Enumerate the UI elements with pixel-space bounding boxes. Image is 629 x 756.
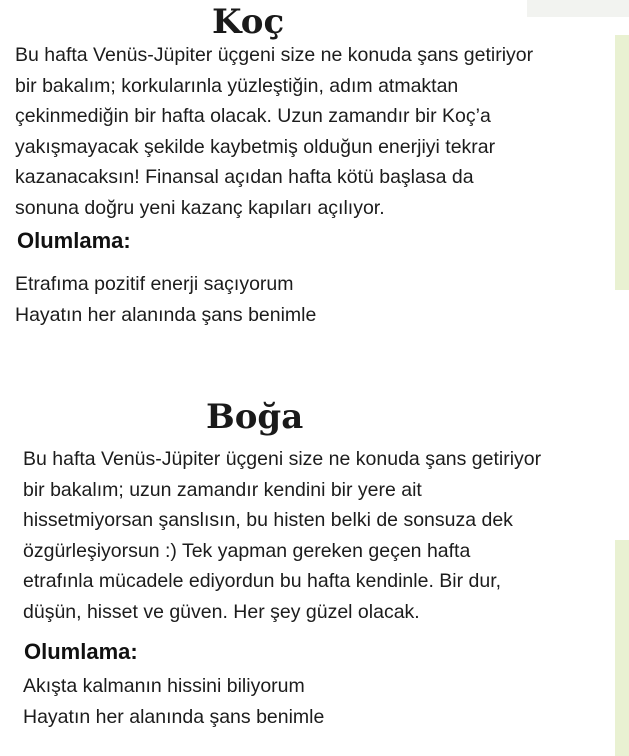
paragraph-line: kazanacaksın! Finansal açıdan hafta kötü başlasa da <box>15 166 474 189</box>
paragraph-line: Bu hafta Venüs-Jüpiter üçgeni size ne konuda şans getiriyor <box>15 44 534 66</box>
paragraph-line: bir bakalım; korkularınla yüzleştiğin, adım atmaktan <box>15 74 459 97</box>
affirmation-item: Hayatın her alanında şans benimle <box>15 304 317 326</box>
horoscope-paragraph <box>23 444 541 628</box>
affirmation-list <box>23 671 324 733</box>
affirmation-item: Hayatın her alanında şans benimle <box>23 706 325 728</box>
paragraph-line: sonuna doğru yeni kazanç kapıları açılıyor. <box>15 196 385 219</box>
paragraph-line: etrafınla mücadele ediyordun bu hafta kendinle. Bir dur, <box>23 570 502 593</box>
affirmation-list <box>15 269 316 331</box>
paragraph-line: yakışmayacak şekilde kaybetmiş olduğun enerjiyi tekrar <box>15 135 496 158</box>
affirmation-heading: Olumlama: <box>24 639 138 664</box>
right-accent-strip <box>615 540 629 756</box>
sign-title: Boğa <box>206 397 304 437</box>
affirmation-item: Etrafıma pozitif enerji saçıyorum <box>15 273 294 295</box>
horoscope-paragraph <box>15 40 533 224</box>
right-accent-strip <box>615 35 629 290</box>
corner-tab <box>527 0 629 17</box>
paragraph-line: hissetmiyorsan şanslısın, bu histen belki de sonsuza dek <box>23 509 513 532</box>
paragraph-line: düşün, hisset ve güven. Her şey güzel olacak. <box>23 600 420 623</box>
paragraph-line: Bu hafta Venüs-Jüpiter üçgeni size ne konuda şans getiriyor <box>23 448 542 470</box>
paragraph-line: bir bakalım; uzun zamandır kendini bir yere ait <box>23 478 422 501</box>
paragraph-line: özgürleşiyorsun :) Tek yapman gereken geçen hafta <box>23 539 471 562</box>
sign-title: Koç <box>212 2 285 42</box>
paragraph-line: çekinmediğin bir hafta olacak. Uzun zamandır bir Koç’a <box>15 105 491 128</box>
affirmation-heading: Olumlama: <box>17 228 131 253</box>
affirmation-item: Akışta kalmanın hissini biliyorum <box>23 675 305 697</box>
